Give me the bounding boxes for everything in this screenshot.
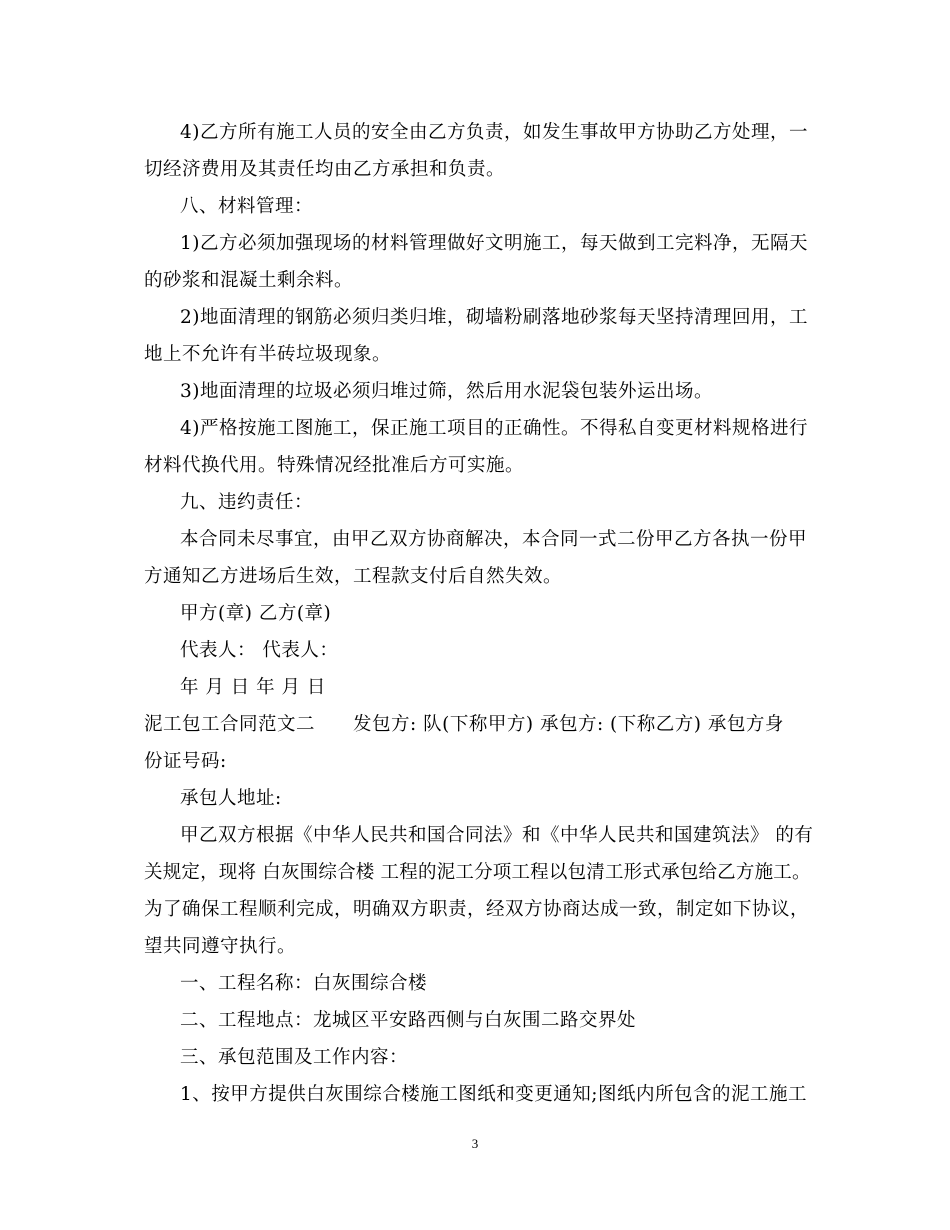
paragraph-line: 材料代换代用。特殊情况经批准后方可实施。	[144, 455, 525, 476]
signature-line: 代表人： 代表人：	[180, 640, 339, 661]
section-heading: 一、工程名称：白灰围综合楼	[180, 973, 428, 994]
paragraph-line: 份证号码:	[144, 751, 227, 772]
paragraph-line: 4)乙方所有施工人员的安全由乙方负责，如发生事故甲方协助乙方处理，一	[180, 122, 808, 143]
paragraph-line: 望共同遵守执行。	[144, 936, 297, 957]
paragraph-line: 甲乙双方根据《中华人民共和国合同法》和《中华人民共和国建筑法》 的有	[180, 825, 814, 846]
paragraph-line: 3)地面清理的垃圾必须归堆过筛，然后用水泥袋包装外运出场。	[180, 381, 713, 402]
paragraph-line: 1)乙方必须加强现场的材料管理做好文明施工，每天做到工完料净，无隔天	[180, 233, 808, 254]
contract-title-line	[144, 706, 804, 743]
section-heading: 八、材料管理：	[180, 196, 314, 217]
signature-line: 甲方(章) 乙方(章)	[180, 603, 332, 624]
section-heading: 三、承包范围及工作内容：	[180, 1047, 409, 1068]
paragraph-line: 本合同未尽事宜，由甲乙双方协商解决，本合同一式二份甲乙方各执一份甲	[180, 529, 808, 550]
paragraph-line: 4)严格按施工图施工，保正施工项目的正确性。不得私自变更材料规格进行	[180, 418, 808, 439]
date-line: 年 月 日 年 月 日	[180, 677, 326, 698]
paragraph-line: 发包方: 队(下称甲方) 承包方: (下称乙方) 承包方身	[353, 714, 784, 735]
page-number: 3	[471, 1136, 479, 1151]
paragraph-line: 关规定，现将 白灰围综合楼 工程的泥工分项工程以包清工形式承包给乙方施工。	[144, 862, 811, 883]
paragraph-line: 为了确保工程顺利完成，明确双方职责，经双方协商达成一致，制定如下协议，	[144, 899, 810, 920]
paragraph-line: 1、按甲方提供白灰围综合楼施工图纸和变更通知;图纸内所包含的泥工施工	[180, 1084, 808, 1105]
section-heading: 九、违约责任：	[180, 492, 314, 513]
section-heading: 二、工程地点：龙城区平安路西侧与白灰围二路交界处	[180, 1010, 637, 1031]
contract-title: 泥工包工合同范文二	[144, 714, 316, 735]
paragraph-line: 地上不允许有半砖垃圾现象。	[144, 344, 392, 365]
paragraph-line: 的砂浆和混凝土剩余料。	[144, 270, 354, 291]
paragraph-line: 承包人地址:	[180, 788, 282, 809]
paragraph-line: 2)地面清理的钢筋必须归类归堆，砌墙粉刷落地砂浆每天坚持清理回用，工	[180, 307, 808, 328]
paragraph-line: 切经济费用及其责任均由乙方承担和负责。	[144, 159, 506, 180]
paragraph-line: 方通知乙方进场后生效，工程款支付后自然失效。	[144, 566, 563, 587]
